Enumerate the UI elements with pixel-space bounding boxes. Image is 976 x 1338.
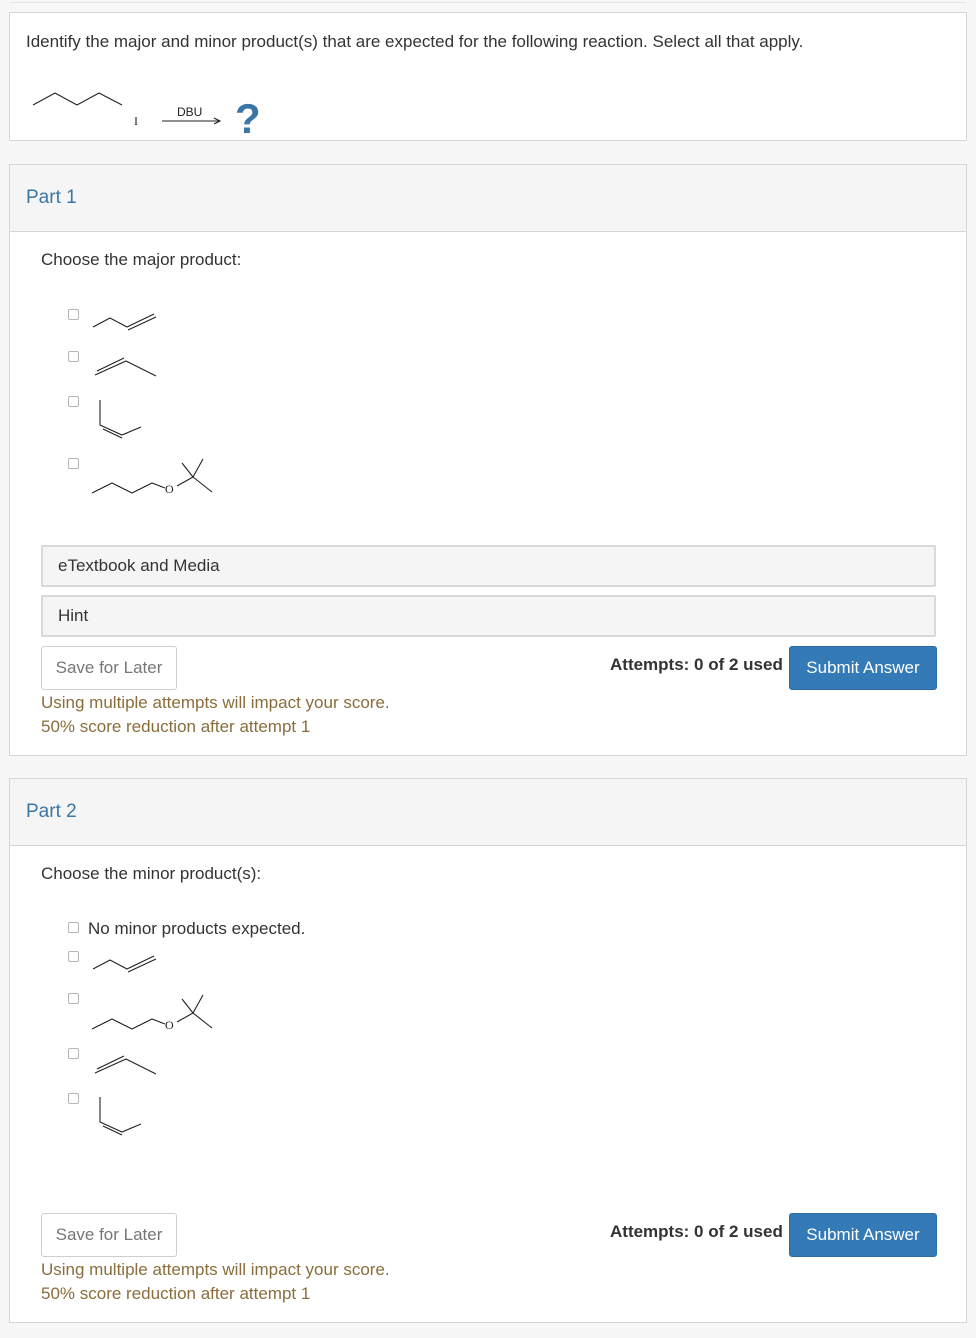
etextbook-media-toggle[interactable]: eTextbook and Media bbox=[41, 545, 936, 587]
svg-text:O: O bbox=[165, 1018, 174, 1032]
hint-toggle[interactable]: Hint bbox=[41, 595, 936, 637]
part-1-option-2-molecule[interactable] bbox=[90, 349, 170, 379]
part-1-option-4-checkbox[interactable] bbox=[68, 458, 79, 469]
part-1-warning-line-1: Using multiple attempts will impact your score. bbox=[41, 693, 390, 712]
part-2-panel bbox=[9, 778, 967, 1323]
part-2-option-5-checkbox[interactable] bbox=[68, 1093, 79, 1104]
unknown-product: ? bbox=[235, 95, 261, 142]
part-1-save-for-later-button[interactable]: Save for Later bbox=[41, 646, 177, 690]
part-1-attempts: Attempts: 0 of 2 used bbox=[610, 655, 783, 674]
reactant-skeleton bbox=[33, 93, 122, 105]
part-2-submit-answer-button[interactable]: Submit Answer bbox=[789, 1213, 937, 1257]
part-1-prompt: Choose the major product: bbox=[41, 250, 242, 269]
top-divider bbox=[10, 2, 966, 3]
part-1-option-3-checkbox[interactable] bbox=[68, 396, 79, 407]
leaving-group-label: I bbox=[134, 114, 138, 128]
part-2-option-3-checkbox[interactable] bbox=[68, 993, 79, 1004]
question-text: Identify the major and minor product(s) that are expected for the following reaction. Select all that apply. bbox=[26, 32, 804, 51]
part-2-prompt: Choose the minor product(s): bbox=[41, 864, 262, 883]
part-1-header bbox=[10, 165, 966, 232]
part-2-option-4-checkbox[interactable] bbox=[68, 1048, 79, 1059]
part-1-title: Part 1 bbox=[26, 187, 77, 208]
part-2-option-4-molecule[interactable] bbox=[90, 1047, 170, 1077]
part-2-option-1-label[interactable]: No minor products expected. bbox=[88, 919, 306, 938]
svg-text:O: O bbox=[165, 482, 174, 496]
part-1-option-1-molecule[interactable] bbox=[90, 310, 170, 340]
part-2-option-2-molecule[interactable] bbox=[90, 952, 170, 982]
part-1-warning-line-2: 50% score reduction after attempt 1 bbox=[41, 717, 311, 736]
part-2-title: Part 2 bbox=[26, 801, 77, 822]
part-2-warning-line-1: Using multiple attempts will impact your score. bbox=[41, 1260, 390, 1279]
part-1-submit-answer-button[interactable]: Submit Answer bbox=[789, 646, 937, 690]
part-2-option-2-checkbox[interactable] bbox=[68, 951, 79, 962]
part-2-option-1-checkbox[interactable] bbox=[68, 922, 79, 933]
part-2-warning-line-2: 50% score reduction after attempt 1 bbox=[41, 1284, 311, 1303]
part-2-option-5-molecule[interactable] bbox=[90, 1092, 170, 1138]
part-2-header bbox=[10, 779, 966, 846]
part-2-save-for-later-button[interactable]: Save for Later bbox=[41, 1213, 177, 1257]
part-2-attempts: Attempts: 0 of 2 used bbox=[610, 1222, 783, 1241]
part-1-option-4-molecule[interactable] bbox=[90, 453, 230, 501]
part-1-option-2-checkbox[interactable] bbox=[68, 351, 79, 362]
reagent-label: DBU bbox=[177, 105, 203, 119]
part-1-option-3-molecule[interactable] bbox=[90, 395, 170, 441]
part-1-option-1-checkbox[interactable] bbox=[68, 309, 79, 320]
reaction-scheme bbox=[30, 83, 290, 143]
part-2-option-3-molecule[interactable] bbox=[90, 989, 230, 1037]
part-1-panel bbox=[9, 164, 967, 756]
question-panel bbox=[9, 12, 967, 141]
